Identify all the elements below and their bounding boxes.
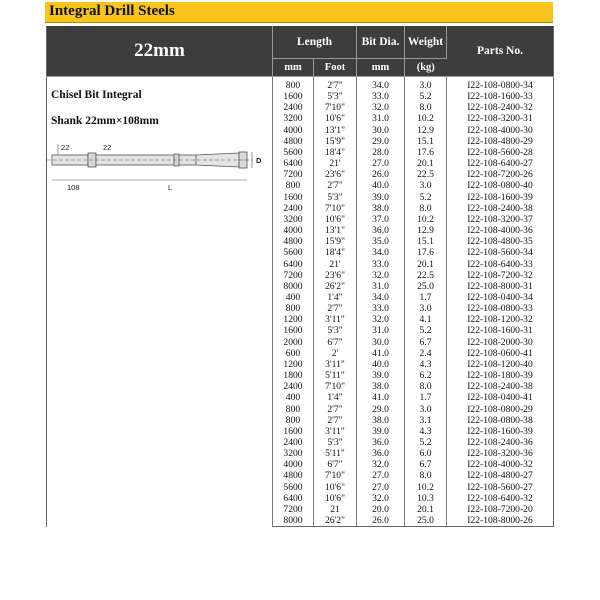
part-no-cell: I22-108-7200-20 [467,503,533,515]
weight-cell: 8.0 [405,102,447,113]
weight-cell: 6.7 [405,337,447,348]
weight-cell: 22.5 [405,270,447,281]
weight-cell: 1.7 [405,292,447,303]
part-no-cell: I22-108-4800-29 [467,135,533,147]
length-mm-cell: 4800 [273,470,314,481]
drill-steel-diagram [47,140,273,196]
length-mm-cell: 5600 [273,247,314,258]
weight-cell: 3.0 [405,77,447,92]
weight-cell: 5.2 [405,91,447,102]
weight-cell: 12.9 [405,125,447,136]
length-foot-cell: 13'1" [314,125,357,136]
bit-dia-cell: 32.0 [357,102,405,113]
weight-cell: 6.2 [405,370,447,381]
part-no-cell: I22-108-4000-36 [467,225,533,237]
part-no-cell: I22-108-0600-41 [467,347,533,359]
bit-dia-cell: 31.0 [357,281,405,292]
part-no-cell: I22-108-7200-32 [467,269,533,281]
bit-dia-cell: 36.0 [357,225,405,236]
part-no-cell: I22-108-8000-26 [447,515,554,527]
length-mm-cell: 1600 [273,91,314,102]
length-mm-cell: 2400 [273,437,314,448]
weight-cell: 10.2 [405,214,447,225]
weight-cell: 1.7 [405,392,447,403]
bit-dia-cell: 32.0 [357,270,405,281]
length-foot-cell: 26'2" [314,515,357,527]
length-foot-cell: 1'4" [314,292,357,303]
length-foot-cell: 2' [314,348,357,359]
length-mm-cell: 5600 [273,482,314,493]
bit-dia-cell: 36.0 [357,437,405,448]
part-no-cell: I22-108-5600-27 [467,481,533,493]
part-no-cell: I22-108-0800-38 [467,414,533,426]
bit-dia-cell: 30.0 [357,337,405,348]
part-no-cell: I22-108-5600-28 [467,146,533,158]
part-no-cell: I22-108-0800-29 [467,403,533,415]
length-foot-cell: 5'3" [314,325,357,336]
weight-cell: 15.1 [405,136,447,147]
length-mm-subheader: mm [273,59,314,77]
length-foot-cell: 7'10" [314,470,357,481]
bit-dia-cell: 33.0 [357,91,405,102]
weight-cell: 15.1 [405,236,447,247]
bit-dia-cell: 28.0 [357,147,405,158]
length-foot-cell: 7'10" [314,203,357,214]
length-foot-cell: 5'3" [314,437,357,448]
bit-dia-cell: 29.0 [357,404,405,415]
part-no-cell: I22-108-6400-33 [467,258,533,270]
length-foot-cell: 5'3" [314,192,357,203]
table-row [47,77,554,92]
length-foot-cell: 5'3" [314,91,357,102]
length-foot-cell: 1'4" [314,392,357,403]
table-body [47,77,554,527]
length-mm-cell: 4000 [273,125,314,136]
part-no-cell: I22-108-1200-32 [467,314,533,326]
bit-dia-cell: 38.0 [357,415,405,426]
shank-spec: Shank 22mm×108mm [51,115,159,127]
drill-steel-table [46,26,554,527]
length-foot-cell: 10'6" [314,482,357,493]
length-mm-cell: 7200 [273,270,314,281]
weight-header: Weight [405,26,447,59]
length-mm-cell: 1600 [273,426,314,437]
part-no-cell: I22-108-4000-32 [467,459,533,471]
length-foot-cell: 10'6" [314,493,357,504]
length-foot-cell: 21' [314,259,357,270]
bit-dia-cell: 38.0 [357,381,405,392]
length-mm-cell: 6400 [273,158,314,169]
length-mm-cell: 800 [273,404,314,415]
bit-dia-cell: 32.0 [357,314,405,325]
weight-cell: 6.7 [405,459,447,470]
length-mm-cell: 600 [273,348,314,359]
part-no-cell: I22-108-1600-33 [467,91,533,103]
part-no-cell: I22-108-6400-27 [467,158,533,170]
part-no-cell: I22-108-3200-37 [467,213,533,225]
length-foot-cell: 23'6" [314,270,357,281]
part-no-cell: I22-108-3200-36 [467,448,533,460]
length-mm-cell: 2400 [273,381,314,392]
bit-dia-cell: 31.0 [357,113,405,124]
bit-dia-cell: 20.0 [357,504,405,515]
bit-dia-cell: 27.0 [357,482,405,493]
part-no-cell: I22-108-2400-38 [467,202,533,214]
bit-dia-cell: 27.0 [357,470,405,481]
weight-cell: 6.0 [405,448,447,459]
weight-cell: 3.0 [405,404,447,415]
dim-22-bottom-label: 22 [103,143,112,152]
weight-cell: 10.3 [405,493,447,504]
length-foot-cell: 21 [314,504,357,515]
weight-cell: 10.2 [405,482,447,493]
length-foot-cell: 7'10" [314,381,357,392]
length-foot-subheader: Foot [314,59,357,77]
part-no-cell: I22-108-4000-30 [467,124,533,136]
parts-no-header: Parts No. [447,26,554,77]
part-no-cell: I22-108-0400-41 [467,392,533,404]
part-no-cell: I22-108-0800-33 [467,303,533,315]
length-foot-cell: 2'7" [314,303,357,314]
dim-108-label: 108 [67,183,80,192]
weight-cell: 8.0 [405,381,447,392]
length-mm-cell: 2400 [273,203,314,214]
weight-cell: 3.1 [405,415,447,426]
bit-dia-cell: 39.0 [357,192,405,203]
bit-dia-cell: 38.0 [357,203,405,214]
length-mm-cell: 1600 [273,325,314,336]
length-foot-cell: 2'7" [314,180,357,191]
bit-dia-cell: 37.0 [357,214,405,225]
length-foot-cell: 15'9" [314,136,357,147]
length-mm-cell: 7200 [273,169,314,180]
part-no-cell: I22-108-1600-31 [467,325,533,337]
weight-cell: 10.2 [405,113,447,124]
bit-dia-cell: 35.0 [357,236,405,247]
bit-dia-cell: 41.0 [357,348,405,359]
length-foot-cell: 5'11" [314,448,357,459]
bit-dia-cell: 36.0 [357,448,405,459]
part-no-cell: I22-108-8000-31 [467,280,533,292]
weight-cell: 8.0 [405,470,447,481]
part-no-cell: I22-108-1600-39 [467,191,533,203]
part-no-cell: I22-108-1600-39 [467,425,533,437]
length-foot-cell: 7'10" [314,102,357,113]
length-foot-cell: 18'4" [314,147,357,158]
length-foot-cell: 15'9" [314,236,357,247]
length-foot-cell: 3'11" [314,426,357,437]
weight-cell: 20.1 [405,504,447,515]
weight-kg-subheader: (kg) [405,59,447,77]
length-mm-cell: 6400 [273,259,314,270]
product-info [47,80,272,300]
bit-dia-cell: 39.0 [357,370,405,381]
bit-dia-cell: 41.0 [357,392,405,403]
length-mm-cell: 5600 [273,147,314,158]
part-no-cell: I22-108-0400-34 [467,291,533,303]
length-foot-cell: 13'1" [314,225,357,236]
bit-dia-cell: 32.0 [357,493,405,504]
dim-22-top-label: 22 [61,143,70,152]
length-mm-cell: 4800 [273,236,314,247]
part-no-cell: I22-108-1200-40 [467,358,533,370]
weight-cell: 5.2 [405,437,447,448]
product-name: Chisel Bit Integral [51,89,142,101]
part-no-cell: I22-108-1800-39 [467,370,533,382]
bit-dia-cell: 26.0 [357,515,405,527]
part-no-cell: I22-108-2000-30 [467,336,533,348]
bit-dia-cell: 33.0 [357,303,405,314]
length-mm-cell: 800 [273,415,314,426]
length-foot-cell: 2'7" [314,415,357,426]
length-foot-cell: 3'11" [314,314,357,325]
weight-cell: 5.2 [405,192,447,203]
length-header: Length [273,26,357,59]
weight-cell: 4.3 [405,359,447,370]
length-mm-cell: 3200 [273,113,314,124]
shank-shape [52,155,88,165]
part-no-cell: I22-108-2400-32 [467,102,533,114]
length-mm-cell: 2400 [273,102,314,113]
weight-cell: 12.9 [405,225,447,236]
bit-dia-cell: 34.0 [357,292,405,303]
length-mm-cell: 4000 [273,459,314,470]
weight-cell: 20.1 [405,259,447,270]
title-banner [45,2,553,23]
length-mm-cell: 4000 [273,225,314,236]
length-mm-cell: 400 [273,292,314,303]
length-mm-cell: 400 [273,392,314,403]
size-header: 22mm [47,26,273,77]
length-mm-cell: 1600 [273,192,314,203]
weight-cell: 17.6 [405,247,447,258]
dim-d-label: D [256,156,262,165]
length-foot-cell: 26'2" [314,281,357,292]
part-no-cell: I22-108-0800-40 [467,180,533,192]
weight-cell: 4.3 [405,426,447,437]
length-mm-cell: 1200 [273,314,314,325]
length-mm-cell: 800 [273,180,314,191]
length-foot-cell: 2'7" [314,77,357,92]
part-no-cell: I22-108-7200-26 [467,169,533,181]
dim-l-label: L [168,183,173,192]
bit-dia-cell: 30.0 [357,125,405,136]
weight-cell: 3.0 [405,180,447,191]
length-foot-cell: 2'7" [314,404,357,415]
length-foot-cell: 6'7" [314,337,357,348]
bit-dia-cell: 34.0 [357,77,405,92]
part-no-cell: I22-108-6400-32 [467,492,533,504]
weight-cell: 17.6 [405,147,447,158]
part-no-cell: I22-108-2400-38 [467,381,533,393]
length-foot-cell: 5'11" [314,370,357,381]
length-mm-cell: 3200 [273,214,314,225]
bit-dia-cell: 40.0 [357,180,405,191]
length-mm-cell: 800 [273,303,314,314]
length-foot-cell: 21' [314,158,357,169]
length-mm-cell: 7200 [273,504,314,515]
product-info-cell [47,77,273,527]
length-mm-cell: 1800 [273,370,314,381]
bit-dia-mm-subheader: mm [357,59,405,77]
length-mm-cell: 4800 [273,136,314,147]
length-foot-cell: 23'6" [314,169,357,180]
bit-dia-cell: 31.0 [357,325,405,336]
length-mm-cell: 800 [273,77,314,92]
bit-dia-cell: 29.0 [357,136,405,147]
length-foot-cell: 10'6" [314,214,357,225]
part-no-cell: I22-108-4800-35 [467,236,533,248]
weight-cell: 4.1 [405,314,447,325]
bit-dia-cell: 40.0 [357,359,405,370]
length-foot-cell: 6'7" [314,459,357,470]
bit-dia-cell: 33.0 [357,259,405,270]
weight-cell: 20.1 [405,158,447,169]
part-no-cell: I22-108-2400-36 [467,437,533,448]
weight-cell: 22.5 [405,169,447,180]
length-mm-cell: 6400 [273,493,314,504]
part-no-cell: I22-108-3200-31 [467,113,533,125]
bit-dia-cell: 34.0 [357,247,405,258]
weight-cell: 2.4 [405,348,447,359]
weight-cell: 25.0 [405,281,447,292]
bit-dia-cell: 32.0 [357,459,405,470]
weight-cell: 8.0 [405,203,447,214]
weight-cell: 5.2 [405,325,447,336]
bit-dia-header: Bit Dia. [357,26,405,59]
length-foot-cell: 10'6" [314,113,357,124]
bit-dia-cell: 27.0 [357,158,405,169]
weight-cell: 25.0 [405,515,447,527]
length-mm-cell: 2000 [273,337,314,348]
weight-cell: 3.0 [405,303,447,314]
length-mm-cell: 8000 [273,515,314,527]
bit-dia-cell: 26.0 [357,169,405,180]
page-title: Integral Drill Steels [49,3,175,19]
length-mm-cell: 8000 [273,281,314,292]
part-no-cell: I22-108-0800-34 [467,80,533,91]
length-mm-cell: 3200 [273,448,314,459]
bit-dia-cell: 39.0 [357,426,405,437]
part-no-cell: I22-108-5600-34 [467,247,533,259]
length-foot-cell: 3'11" [314,359,357,370]
length-foot-cell: 18'4" [314,247,357,258]
part-no-cell: I22-108-4800-27 [467,470,533,482]
length-mm-cell: 1200 [273,359,314,370]
